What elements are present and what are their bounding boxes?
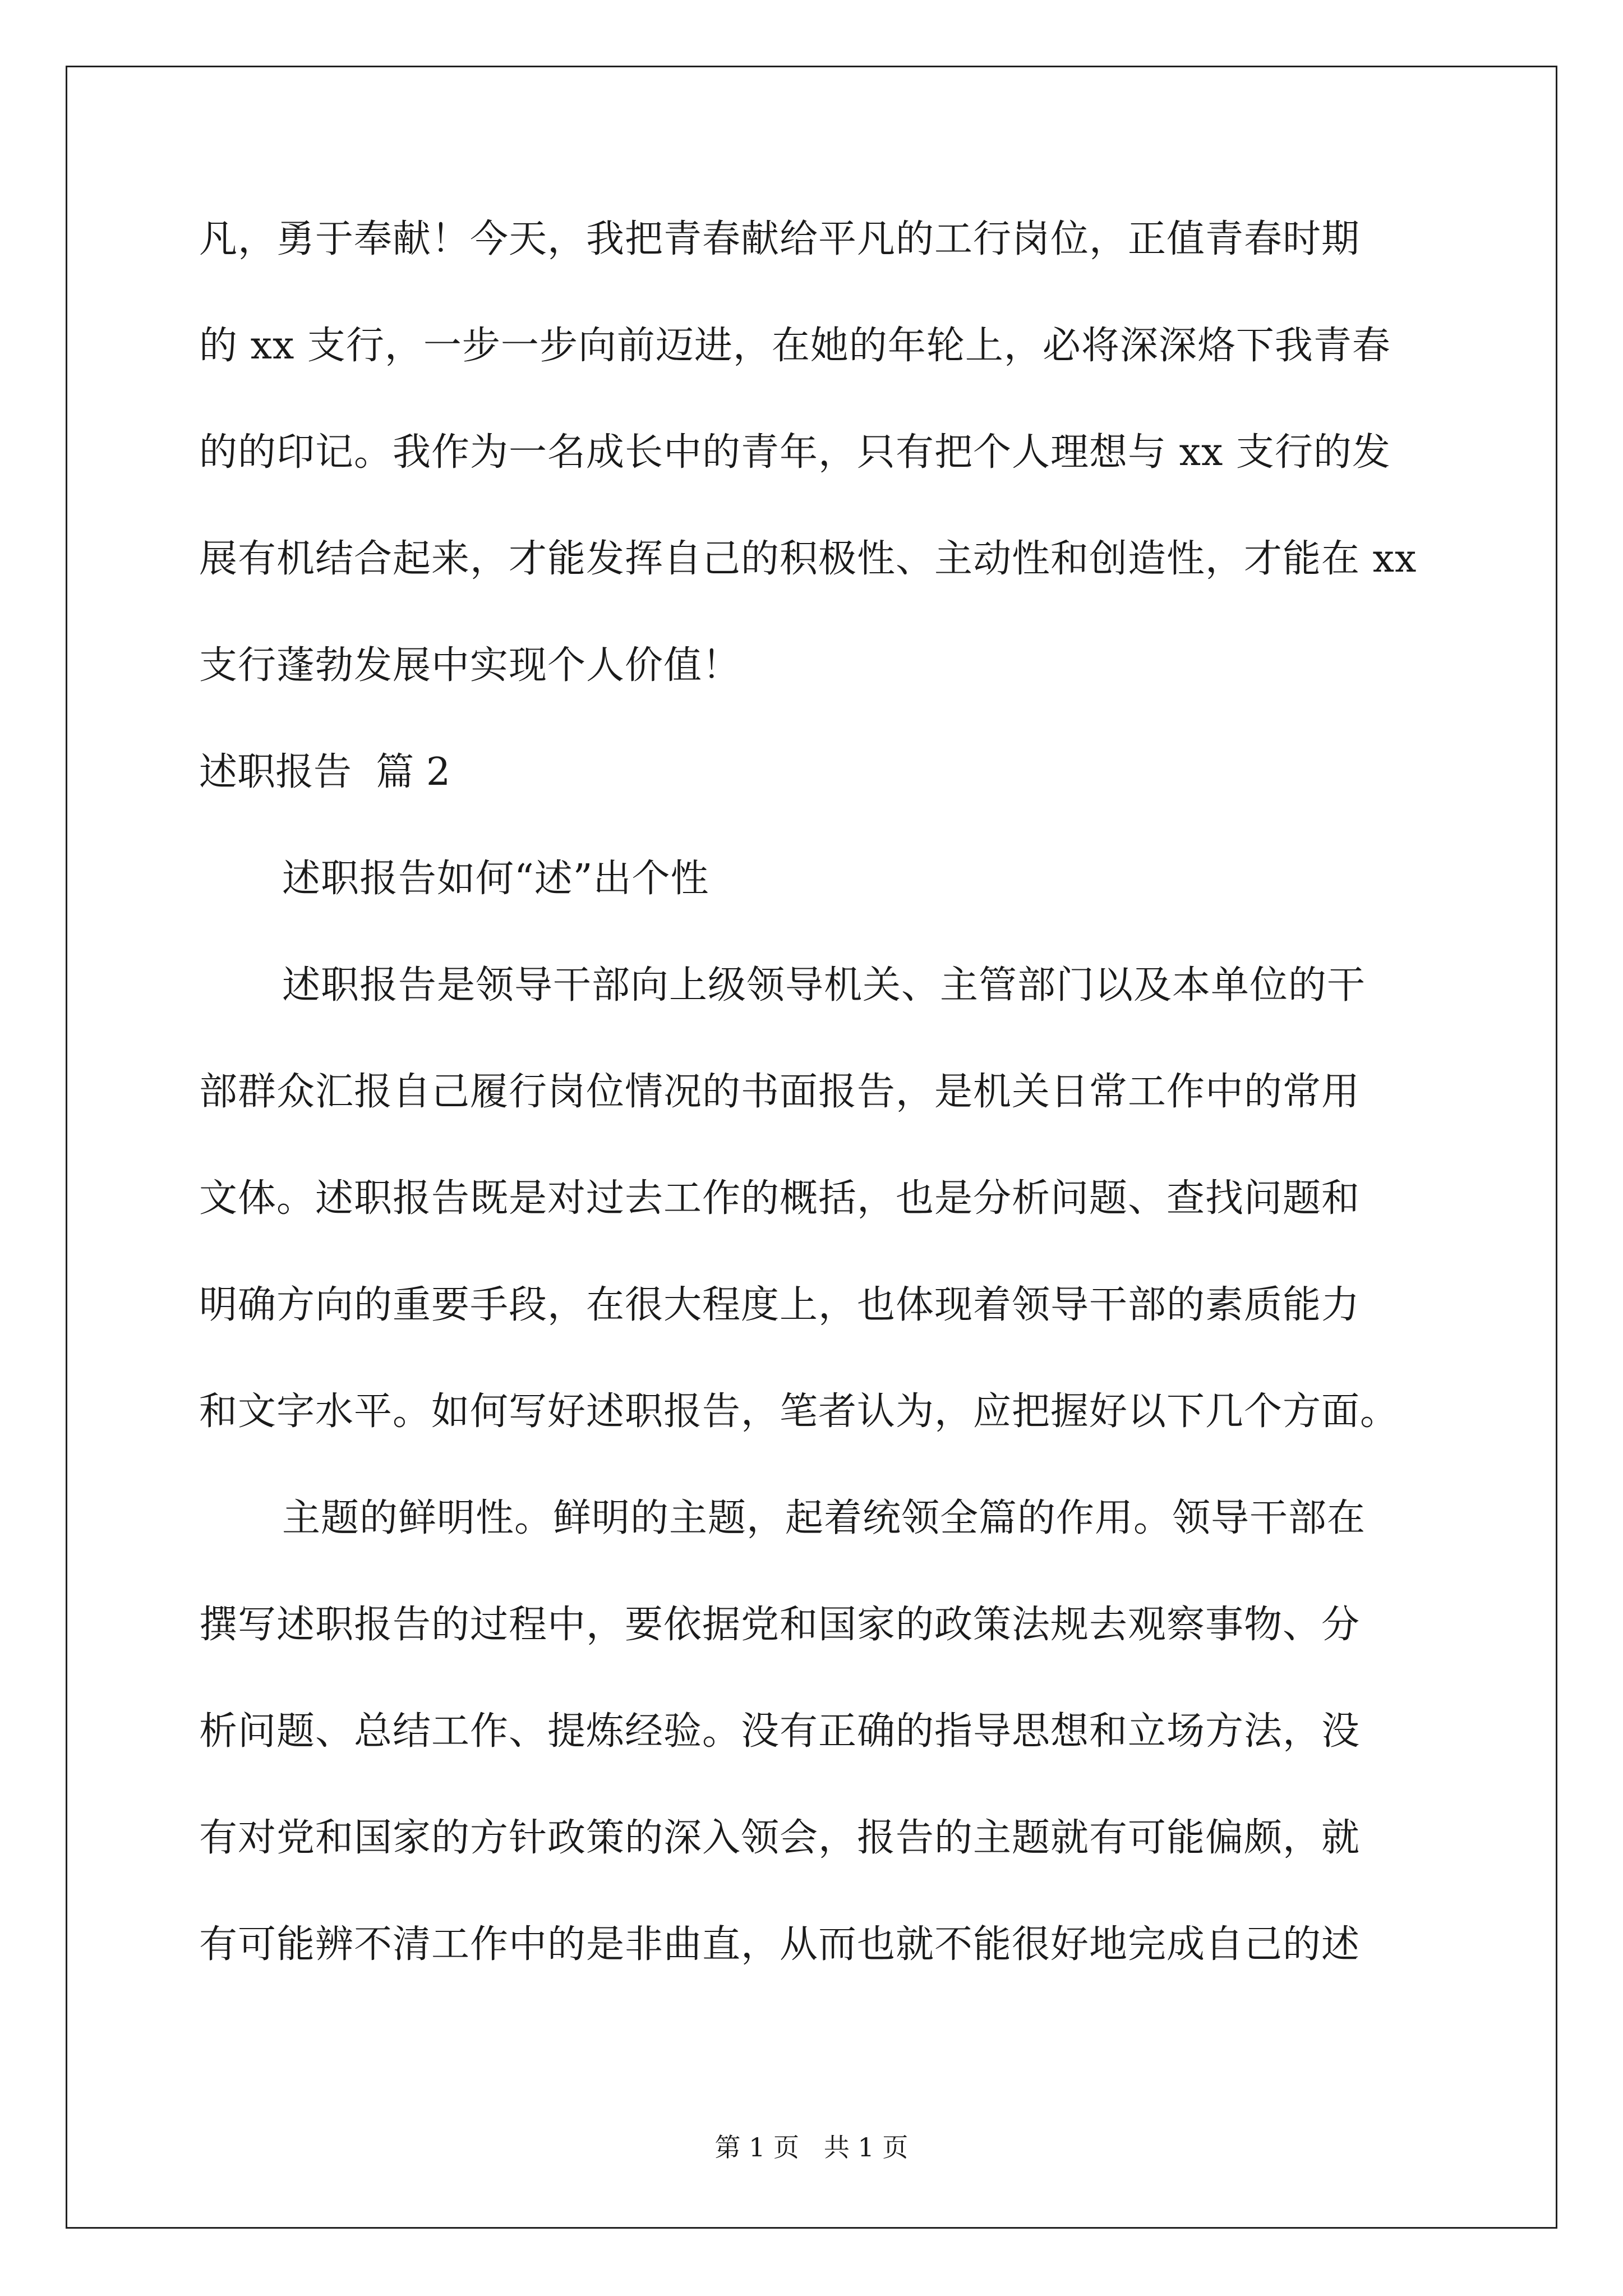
- paragraph-line: 有可能辨不清工作中的是非曲直，从而也就不能很好地完成自己的述: [199, 1922, 1361, 1967]
- paragraph-line: 述职报告是领导干部向上级领导机关、主管部门以及本单位的干: [282, 963, 1366, 1007]
- paragraph-line: 析问题、总结工作、提炼经验。没有正确的指导思想和立场方法，没: [199, 1709, 1361, 1754]
- paragraph-line: 明确方向的重要手段，在很大程度上，也体现着领导干部的素质能力: [199, 1283, 1361, 1327]
- paragraph-line: 和文字水平。如何写好述职报告，笔者认为，应把握好以下几个方面。: [199, 1389, 1399, 1434]
- paragraph-line: 有对党和国家的方针政策的深入领会，报告的主题就有可能偏颇，就: [199, 1816, 1361, 1860]
- page-footer: 第 1 页 共 1 页: [714, 2132, 909, 2162]
- paragraph-line: 主题的鲜明性。鲜明的主题，起着统领全篇的作用。领导干部在: [282, 1496, 1366, 1540]
- subtitle: 述职报告如何“述”出个性: [282, 857, 709, 901]
- section-heading: 述职报告 篇 2: [199, 750, 451, 794]
- paragraph-line: 文体。述职报告既是对过去工作的概括，也是分析问题、查找问题和: [199, 1176, 1361, 1221]
- paragraph-line: 凡，勇于奉献！今天，我把青春献给平凡的工行岗位，正值青春时期: [199, 217, 1361, 261]
- paragraph-line: 的 xx 支行，一步一步向前迈进，在她的年轮上，必将深深烙下我青春: [199, 324, 1391, 368]
- document-body: [199, 213, 1467, 2025]
- paragraph-line: 撰写述职报告的过程中，要依据党和国家的政策法规去观察事物、分: [199, 1603, 1361, 1647]
- paragraph-line: 展有机结合起来，才能发挥自己的积极性、主动性和创造性，才能在 xx: [199, 537, 1417, 581]
- paragraph-line: 部群众汇报自己履行岗位情况的书面报告，是机关日常工作中的常用: [199, 1070, 1361, 1114]
- paragraph-line: 的的印记。我作为一名成长中的青年，只有把个人理想与 xx 支行的发: [199, 430, 1391, 475]
- paragraph-line: 支行蓬勃发展中实现个人价值！: [199, 643, 741, 688]
